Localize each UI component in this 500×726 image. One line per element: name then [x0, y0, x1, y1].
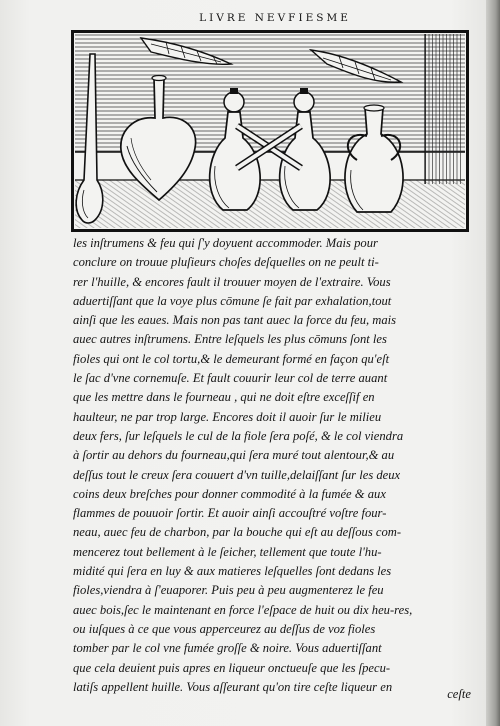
text-line: tomber par le col vne fumée groſſe & noire. Vous aduertiſſant	[73, 641, 382, 656]
text-line: à ſortir au dehors du fourneau,qui ſera muré tout alentour,& au	[73, 448, 395, 463]
text-line: deux fers, ſur leſquels le cul de la fiole ſera poſé, & le col viendra	[73, 428, 404, 443]
text-line: auec autres inſtrumens. Entre leſquels les plus cōmuns ſont les	[73, 332, 387, 347]
text-line: neau, auec feu de charbon, par la bouche qui eſt au deſſous com-	[73, 525, 402, 540]
woodcut-illustration	[71, 30, 469, 232]
text-line: deſſus tout le creux ſera couuert d'vn tuille,delaiſſant ſur les deux	[73, 467, 401, 482]
text-line: auec bois,ſec le maintenant en force l'eſpace de huit ou dix heu-res,	[73, 602, 413, 617]
text-line: que cela deuient puis apres en liqueur onctueuſe que les ſpecu-	[73, 660, 391, 675]
text-line: que les mettre dans le fourneau , qui ne doit eſtre exceſſif en	[73, 390, 375, 405]
text-line: latiſs appellent huille. Vous aſſeurant qu'on tire ceſte liqueur en	[73, 679, 393, 694]
text-line: les inſtrumens & feu qui ſ'y doyuent accommoder. Mais pour	[73, 236, 378, 250]
body-text	[73, 234, 473, 697]
text-line: flammes de pouuoir ſortir. Et auoir ainſi accouſtré voſtre four-	[73, 506, 387, 521]
text-line: le ſac d'vne cornemuſe. Et fault couurir leur col de terre auant	[73, 371, 388, 386]
text-line: ainſi que les eaues. Mais non pas tant auec la force du feu, mais	[73, 313, 397, 328]
text-line: haulteur, ne par trop large. Encores doit il auoir ſur le milieu	[73, 409, 382, 424]
text-line: fioles,viendra à ſ'euaporer. Puis peu à peu augmenterez le feu	[73, 583, 384, 598]
text-line: aduertiſſant que la voye plus cōmune ſe fait par exhalation,tout	[73, 293, 392, 308]
text-line: mencerez tout bellement à le ſeicher, tellement que toute l'hu-	[73, 544, 382, 559]
catchword: ceſte	[447, 687, 471, 701]
text-line: rer l'huille, & encores fault il trouuer moyen de l'extraire. Vous	[73, 274, 391, 289]
text-line: midité qui ſera en luy & aux matieres leſquelles ſont dedans les	[73, 564, 392, 579]
text-line: ou iuſques à ce que vous apperceurez au deſſus de voz fioles	[73, 621, 376, 636]
text-line: fioles qui ont le col tortu,& le demeurant formé en façon qu'eſt	[73, 351, 390, 366]
page-edge-shadow	[486, 0, 500, 726]
running-head: LIVRE NEVFIESME	[199, 12, 351, 24]
text-line: conclure on trouue pluſieurs choſes deſquelles on ne peult ti-	[73, 255, 379, 270]
text-line: coins deux breſches pour donner commodité à la fumée & aux	[73, 486, 386, 501]
